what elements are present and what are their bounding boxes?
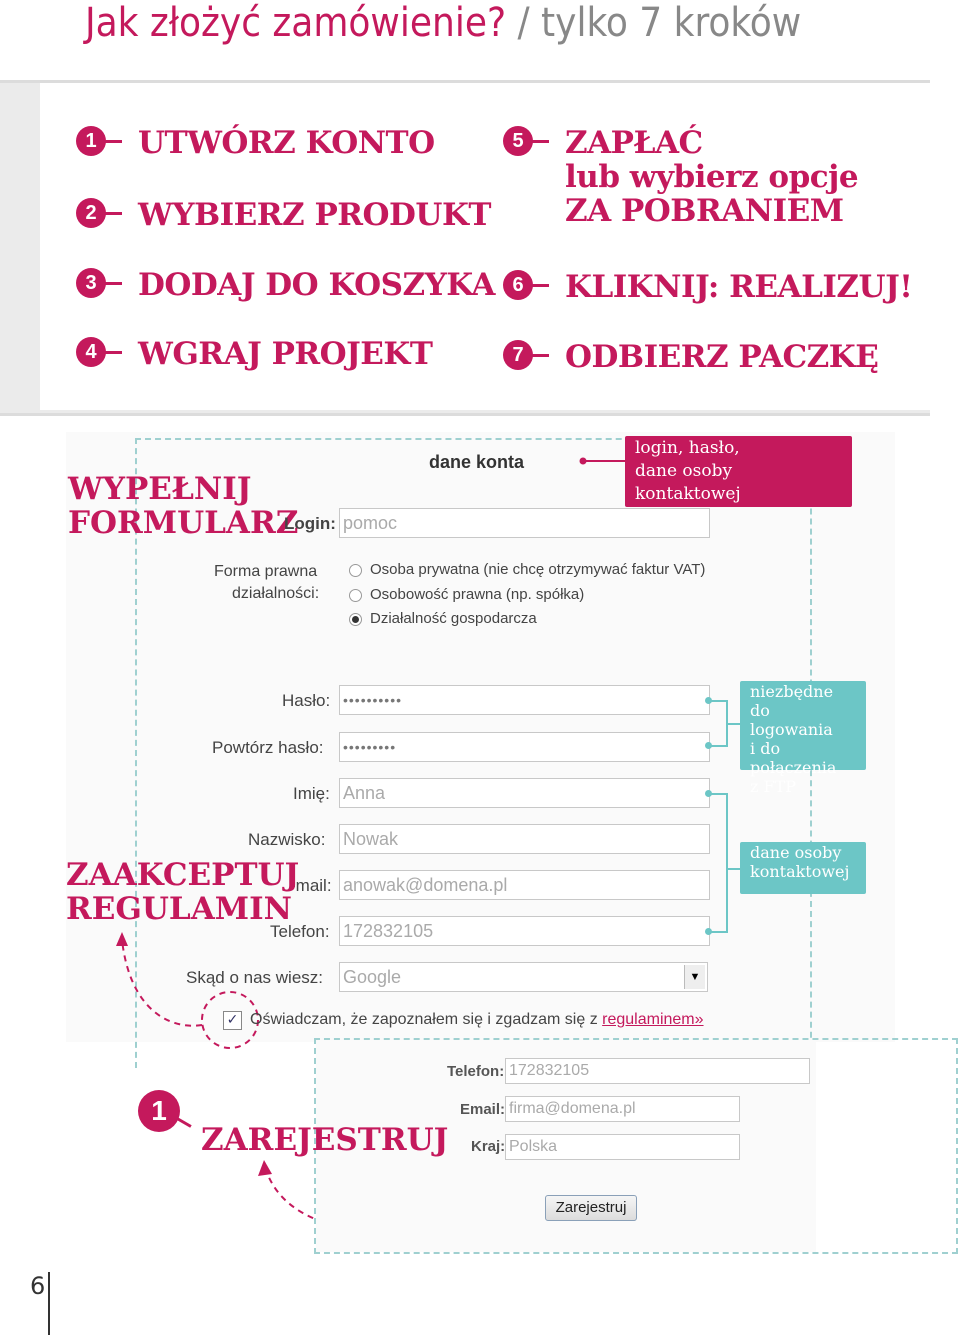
terms-link[interactable]: regulaminem» [602, 1011, 704, 1028]
step-number-badge: 7 [503, 340, 533, 370]
connector-line [726, 723, 740, 725]
step-label-extra: ZA POBRANIEM [565, 193, 844, 229]
first-name-input[interactable]: Anna [339, 778, 710, 808]
register-step-badge: 1 [138, 1090, 180, 1132]
email-label: -mail: [290, 876, 332, 895]
step-label: WGRAJ PROJEKT [138, 336, 433, 372]
terms-text: Oświadczam, że zapoznałem się i zgadzam się z regulaminem» [250, 1011, 704, 1028]
company-phone-label: Telefon: [447, 1063, 505, 1080]
step-label: DODAJ DO KOSZYKA [138, 267, 495, 303]
radio-label: Osobowość prawna (np. spółka) [370, 586, 585, 603]
step-label: ZAPŁAĆ [565, 125, 703, 161]
password-repeat-label: Powtórz hasło: [212, 738, 324, 757]
password-label: Hasło: [282, 691, 331, 710]
connector-dot [705, 928, 712, 935]
callout-text: niezbędne do logowania i do połączenia z FTP [750, 682, 837, 796]
login-input[interactable]: pomoc [339, 508, 710, 538]
company-phone-input[interactable]: 172832105 [505, 1058, 810, 1084]
legal-form-label-line1: Forma prawna [214, 563, 318, 580]
register-arrow-head [258, 1160, 272, 1176]
connector-dot [705, 742, 712, 749]
login-callout [625, 436, 852, 507]
phone-label: Telefon: [270, 922, 330, 941]
source-select[interactable] [339, 962, 708, 992]
company-email-label: Email: [460, 1101, 506, 1118]
page-title: Jak złożyć zamówienie? / tylko 7 kroków [85, 0, 802, 46]
radio-label: Działalność gospodarcza [370, 610, 537, 627]
page-subtitle: / tylko 7 kroków [506, 0, 802, 46]
register-step-label: ZAREJESTRUJ [201, 1122, 449, 1158]
company-country-input[interactable]: Polska [505, 1134, 740, 1160]
connector-dot [705, 790, 712, 797]
accept-terms-label-line1: ZAAKCEPTUJ [66, 857, 300, 893]
callout-text: dane osoby kontaktowej [750, 843, 850, 881]
company-country-label: Kraj: [471, 1138, 506, 1155]
contact-callout [740, 842, 866, 894]
page-number-divider [48, 1272, 50, 1335]
phone-input[interactable]: 172832105 [339, 916, 710, 946]
radio-private-person[interactable] [349, 564, 362, 577]
step-label: WYBIERZ PRODUKT [138, 197, 491, 233]
password-repeat-input[interactable]: ••••••••• [339, 732, 710, 762]
register-button[interactable]: Zarejestruj [545, 1195, 637, 1221]
step-label: KLIKNIJ: REALIZUJ! [565, 269, 913, 305]
step-label: ODBIERZ PACZKĘ [565, 339, 879, 375]
password-input[interactable]: •••••••••• [339, 685, 710, 715]
connector-line [726, 868, 740, 870]
step-number-badge: 4 [76, 337, 106, 367]
radio-business[interactable] [349, 613, 362, 626]
form-section-title: dane konta [429, 452, 525, 472]
connector-dot [705, 697, 712, 704]
step-number-badge: 2 [76, 198, 106, 228]
connector-dot [580, 458, 587, 465]
email-input[interactable]: anowak@domena.pl [339, 870, 710, 900]
radio-label: Osoba prywatna (nie chcę otrzymywać faktur VAT) [370, 561, 706, 578]
first-name-label: Imię: [293, 784, 330, 803]
company-email-input[interactable]: firma@domena.pl [505, 1096, 740, 1122]
connector-line [726, 793, 728, 933]
radio-legal-entity[interactable] [349, 589, 362, 602]
fill-form-label-line1: WYPEŁNIJ [68, 471, 252, 507]
last-name-input[interactable]: Nowak [339, 824, 710, 854]
step-label-extra: lub wybierz opcje [565, 159, 859, 195]
page-number: 6 [30, 1272, 46, 1300]
step-number-badge: 1 [76, 126, 106, 156]
step-number-badge: 3 [76, 268, 106, 298]
source-select-value: Google [343, 967, 402, 987]
legal-form-label-line2: działalności: [232, 585, 320, 602]
step-label: UTWÓRZ KONTO [138, 125, 435, 161]
login-label: Login: [284, 514, 336, 533]
chevron-down-icon[interactable]: ▼ [684, 965, 705, 989]
callout-text: login, hasło, dane osoby kontaktowej [635, 438, 741, 504]
accept-arrow-head [116, 932, 128, 946]
step-number-badge: 5 [503, 126, 533, 156]
step-number-badge: 6 [503, 270, 533, 300]
accept-terms-label-line2: REGULAMIN [66, 891, 292, 927]
password-callout [740, 681, 866, 796]
terms-checkbox[interactable]: ✓ [223, 1011, 242, 1030]
last-name-label: Nazwisko: [248, 830, 326, 849]
fill-form-label-line2: FORMULARZ [68, 505, 299, 541]
source-label: Skąd o nas wiesz: [186, 968, 324, 987]
